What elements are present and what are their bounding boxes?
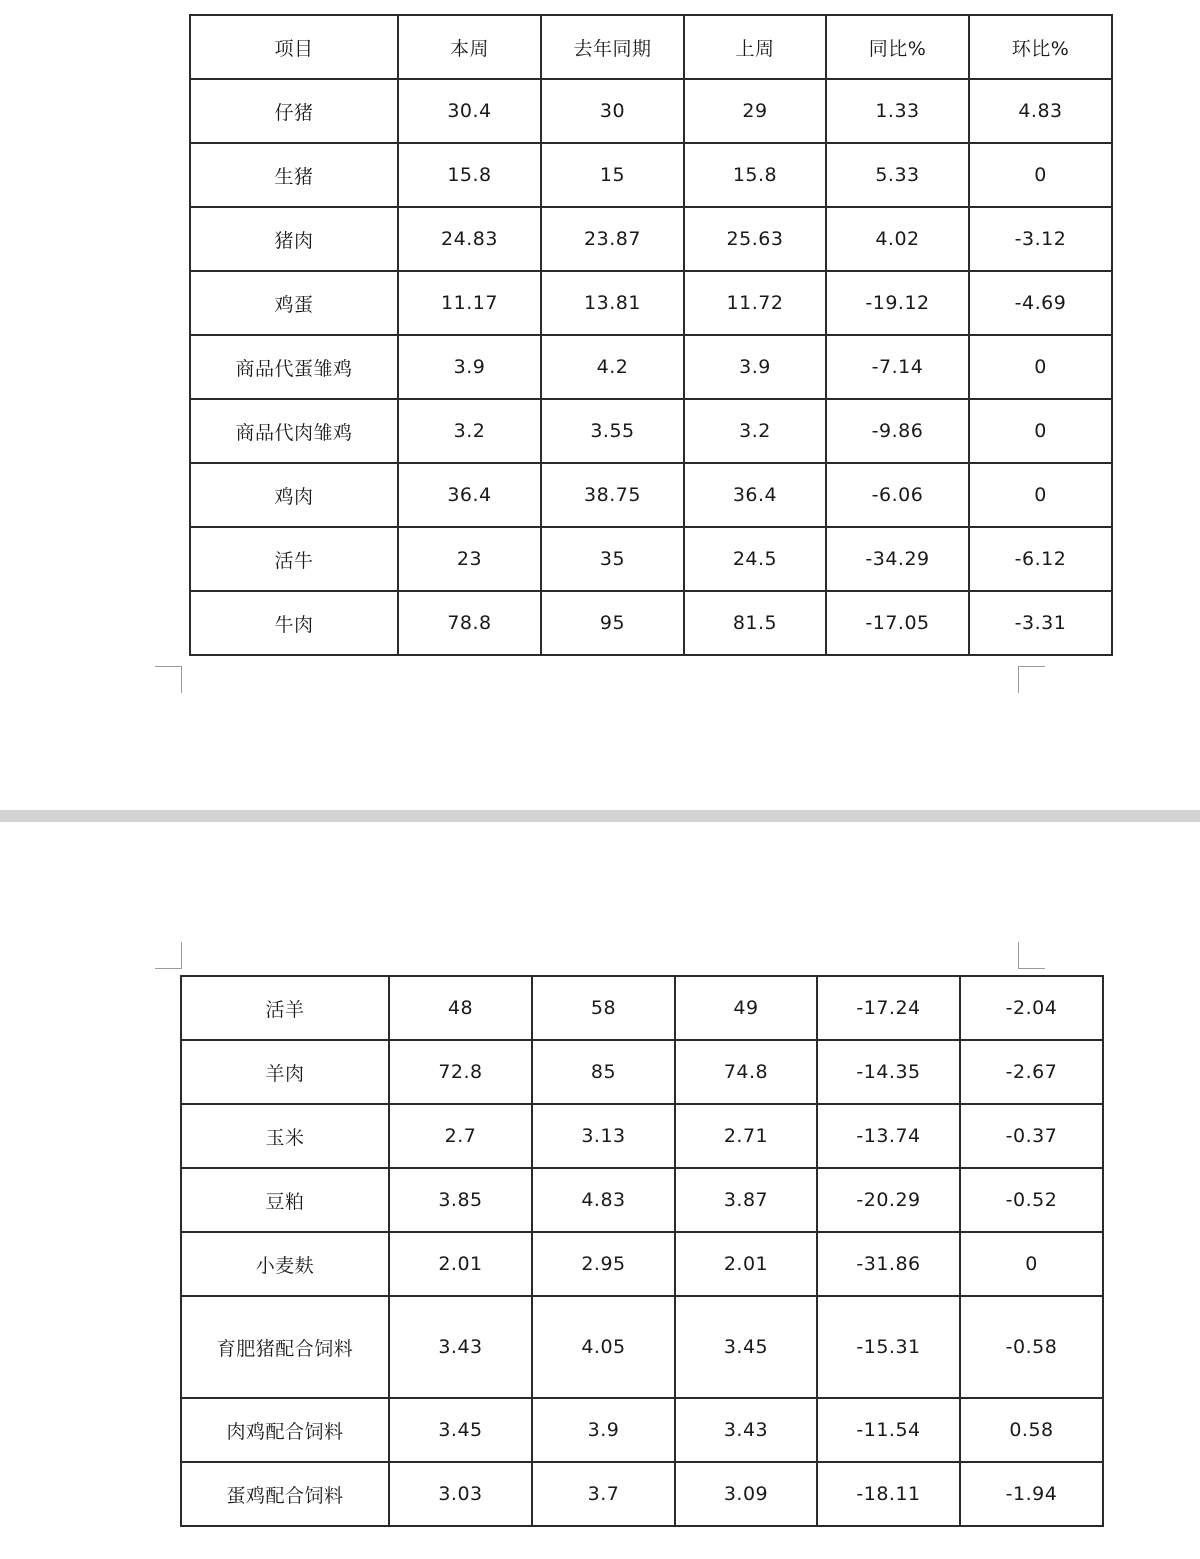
row-label: 活羊: [181, 976, 389, 1040]
header-cell-this-week: 本周: [398, 15, 541, 79]
cell-last-week: 36.4: [684, 463, 826, 527]
cell-last-year: 4.83: [532, 1168, 675, 1232]
row-label: 活牛: [190, 527, 398, 591]
cell-last-year: 4.2: [541, 335, 684, 399]
cell-yoy: -11.54: [817, 1398, 960, 1462]
cell-this-week: 3.03: [389, 1462, 532, 1526]
header-cell-last-week: 上周: [684, 15, 826, 79]
row-label: 育肥猪配合饲料: [181, 1296, 389, 1398]
row-label: 仔猪: [190, 79, 398, 143]
row-label: 生猪: [190, 143, 398, 207]
cell-yoy: -20.29: [817, 1168, 960, 1232]
cell-last-week: 74.8: [675, 1040, 817, 1104]
cell-this-week: 78.8: [398, 591, 541, 655]
cell-yoy: -15.31: [817, 1296, 960, 1398]
cell-mom: 4.83: [969, 79, 1112, 143]
cell-last-year: 35: [541, 527, 684, 591]
table-row: [190, 79, 1112, 143]
page-break-divider: [0, 810, 1200, 822]
cell-last-week: 25.63: [684, 207, 826, 271]
cell-mom: -0.52: [960, 1168, 1103, 1232]
cell-last-year: 85: [532, 1040, 675, 1104]
cell-last-week: 3.2: [684, 399, 826, 463]
table-row: [190, 527, 1112, 591]
cell-mom: -2.67: [960, 1040, 1103, 1104]
table-row: [181, 1296, 1103, 1398]
cell-this-week: 2.7: [389, 1104, 532, 1168]
page-corner-mark: [155, 942, 182, 969]
cell-last-year: 3.55: [541, 399, 684, 463]
cell-this-week: 11.17: [398, 271, 541, 335]
cell-yoy: -19.12: [826, 271, 969, 335]
cell-yoy: -31.86: [817, 1232, 960, 1296]
cell-last-week: 11.72: [684, 271, 826, 335]
cell-yoy: -18.11: [817, 1462, 960, 1526]
cell-yoy: -7.14: [826, 335, 969, 399]
cell-yoy: -17.05: [826, 591, 969, 655]
cell-mom: -4.69: [969, 271, 1112, 335]
cell-last-week: 3.87: [675, 1168, 817, 1232]
cell-last-week: 81.5: [684, 591, 826, 655]
cell-this-week: 3.9: [398, 335, 541, 399]
row-label: 鸡蛋: [190, 271, 398, 335]
cell-mom: -6.12: [969, 527, 1112, 591]
cell-last-year: 3.9: [532, 1398, 675, 1462]
cell-yoy: 5.33: [826, 143, 969, 207]
cell-mom: 0.58: [960, 1398, 1103, 1462]
cell-yoy: 1.33: [826, 79, 969, 143]
header-cell-last-year: 去年同期: [541, 15, 684, 79]
cell-last-week: 3.09: [675, 1462, 817, 1526]
cell-yoy: -9.86: [826, 399, 969, 463]
cell-yoy: 4.02: [826, 207, 969, 271]
table-row: [181, 1104, 1103, 1168]
row-label: 肉鸡配合饲料: [181, 1398, 389, 1462]
cell-mom: 0: [969, 335, 1112, 399]
header-cell-item: 项目: [190, 15, 398, 79]
cell-mom: -2.04: [960, 976, 1103, 1040]
cell-this-week: 3.43: [389, 1296, 532, 1398]
row-label: 小麦麸: [181, 1232, 389, 1296]
table-row: [181, 1462, 1103, 1526]
cell-this-week: 2.01: [389, 1232, 532, 1296]
cell-last-year: 38.75: [541, 463, 684, 527]
price-table-page-2: [180, 975, 1104, 1527]
price-table-page-1: [189, 14, 1113, 656]
cell-this-week: 30.4: [398, 79, 541, 143]
cell-yoy: -6.06: [826, 463, 969, 527]
cell-this-week: 15.8: [398, 143, 541, 207]
cell-yoy: -17.24: [817, 976, 960, 1040]
page-corner-mark: [155, 666, 182, 693]
table-header-row: [190, 15, 1112, 79]
cell-last-week: 15.8: [684, 143, 826, 207]
row-label: 鸡肉: [190, 463, 398, 527]
cell-this-week: 36.4: [398, 463, 541, 527]
cell-mom: -3.31: [969, 591, 1112, 655]
cell-mom: -0.37: [960, 1104, 1103, 1168]
header-cell-yoy: 同比%: [826, 15, 969, 79]
table-row: [190, 399, 1112, 463]
cell-yoy: -13.74: [817, 1104, 960, 1168]
table-row: [190, 463, 1112, 527]
page-corner-mark: [1018, 942, 1045, 969]
cell-last-year: 3.7: [532, 1462, 675, 1526]
cell-last-year: 23.87: [541, 207, 684, 271]
table-row: [181, 1040, 1103, 1104]
cell-mom: 0: [969, 399, 1112, 463]
row-label: 豆粕: [181, 1168, 389, 1232]
cell-mom: 0: [969, 463, 1112, 527]
cell-last-week: 24.5: [684, 527, 826, 591]
table-row: [190, 143, 1112, 207]
row-label: 猪肉: [190, 207, 398, 271]
cell-mom: 0: [969, 143, 1112, 207]
table-row: [181, 1398, 1103, 1462]
row-label: 玉米: [181, 1104, 389, 1168]
cell-last-week: 29: [684, 79, 826, 143]
cell-last-year: 95: [541, 591, 684, 655]
row-label: 羊肉: [181, 1040, 389, 1104]
cell-this-week: 72.8: [389, 1040, 532, 1104]
cell-this-week: 48: [389, 976, 532, 1040]
page-corner-mark: [1018, 666, 1045, 693]
cell-this-week: 24.83: [398, 207, 541, 271]
cell-last-week: 49: [675, 976, 817, 1040]
cell-mom: -3.12: [969, 207, 1112, 271]
cell-this-week: 3.45: [389, 1398, 532, 1462]
cell-last-week: 3.45: [675, 1296, 817, 1398]
row-label: 蛋鸡配合饲料: [181, 1462, 389, 1526]
cell-mom: -1.94: [960, 1462, 1103, 1526]
row-label: 商品代蛋雏鸡: [190, 335, 398, 399]
table-row: [190, 207, 1112, 271]
cell-last-year: 58: [532, 976, 675, 1040]
cell-last-year: 15: [541, 143, 684, 207]
table-row: [181, 1168, 1103, 1232]
cell-last-year: 3.13: [532, 1104, 675, 1168]
cell-last-year: 13.81: [541, 271, 684, 335]
header-cell-mom: 环比%: [969, 15, 1112, 79]
table-row: [190, 335, 1112, 399]
cell-this-week: 23: [398, 527, 541, 591]
table-row: [181, 976, 1103, 1040]
cell-last-week: 3.43: [675, 1398, 817, 1462]
cell-mom: 0: [960, 1232, 1103, 1296]
cell-yoy: -14.35: [817, 1040, 960, 1104]
cell-last-week: 3.9: [684, 335, 826, 399]
row-label: 商品代肉雏鸡: [190, 399, 398, 463]
cell-mom: -0.58: [960, 1296, 1103, 1398]
row-label: 牛肉: [190, 591, 398, 655]
table-row: [190, 271, 1112, 335]
cell-last-year: 4.05: [532, 1296, 675, 1398]
cell-last-week: 2.71: [675, 1104, 817, 1168]
table-row: [181, 1232, 1103, 1296]
cell-last-year: 2.95: [532, 1232, 675, 1296]
cell-last-week: 2.01: [675, 1232, 817, 1296]
cell-yoy: -34.29: [826, 527, 969, 591]
cell-this-week: 3.2: [398, 399, 541, 463]
cell-this-week: 3.85: [389, 1168, 532, 1232]
cell-last-year: 30: [541, 79, 684, 143]
table-row: [190, 591, 1112, 655]
